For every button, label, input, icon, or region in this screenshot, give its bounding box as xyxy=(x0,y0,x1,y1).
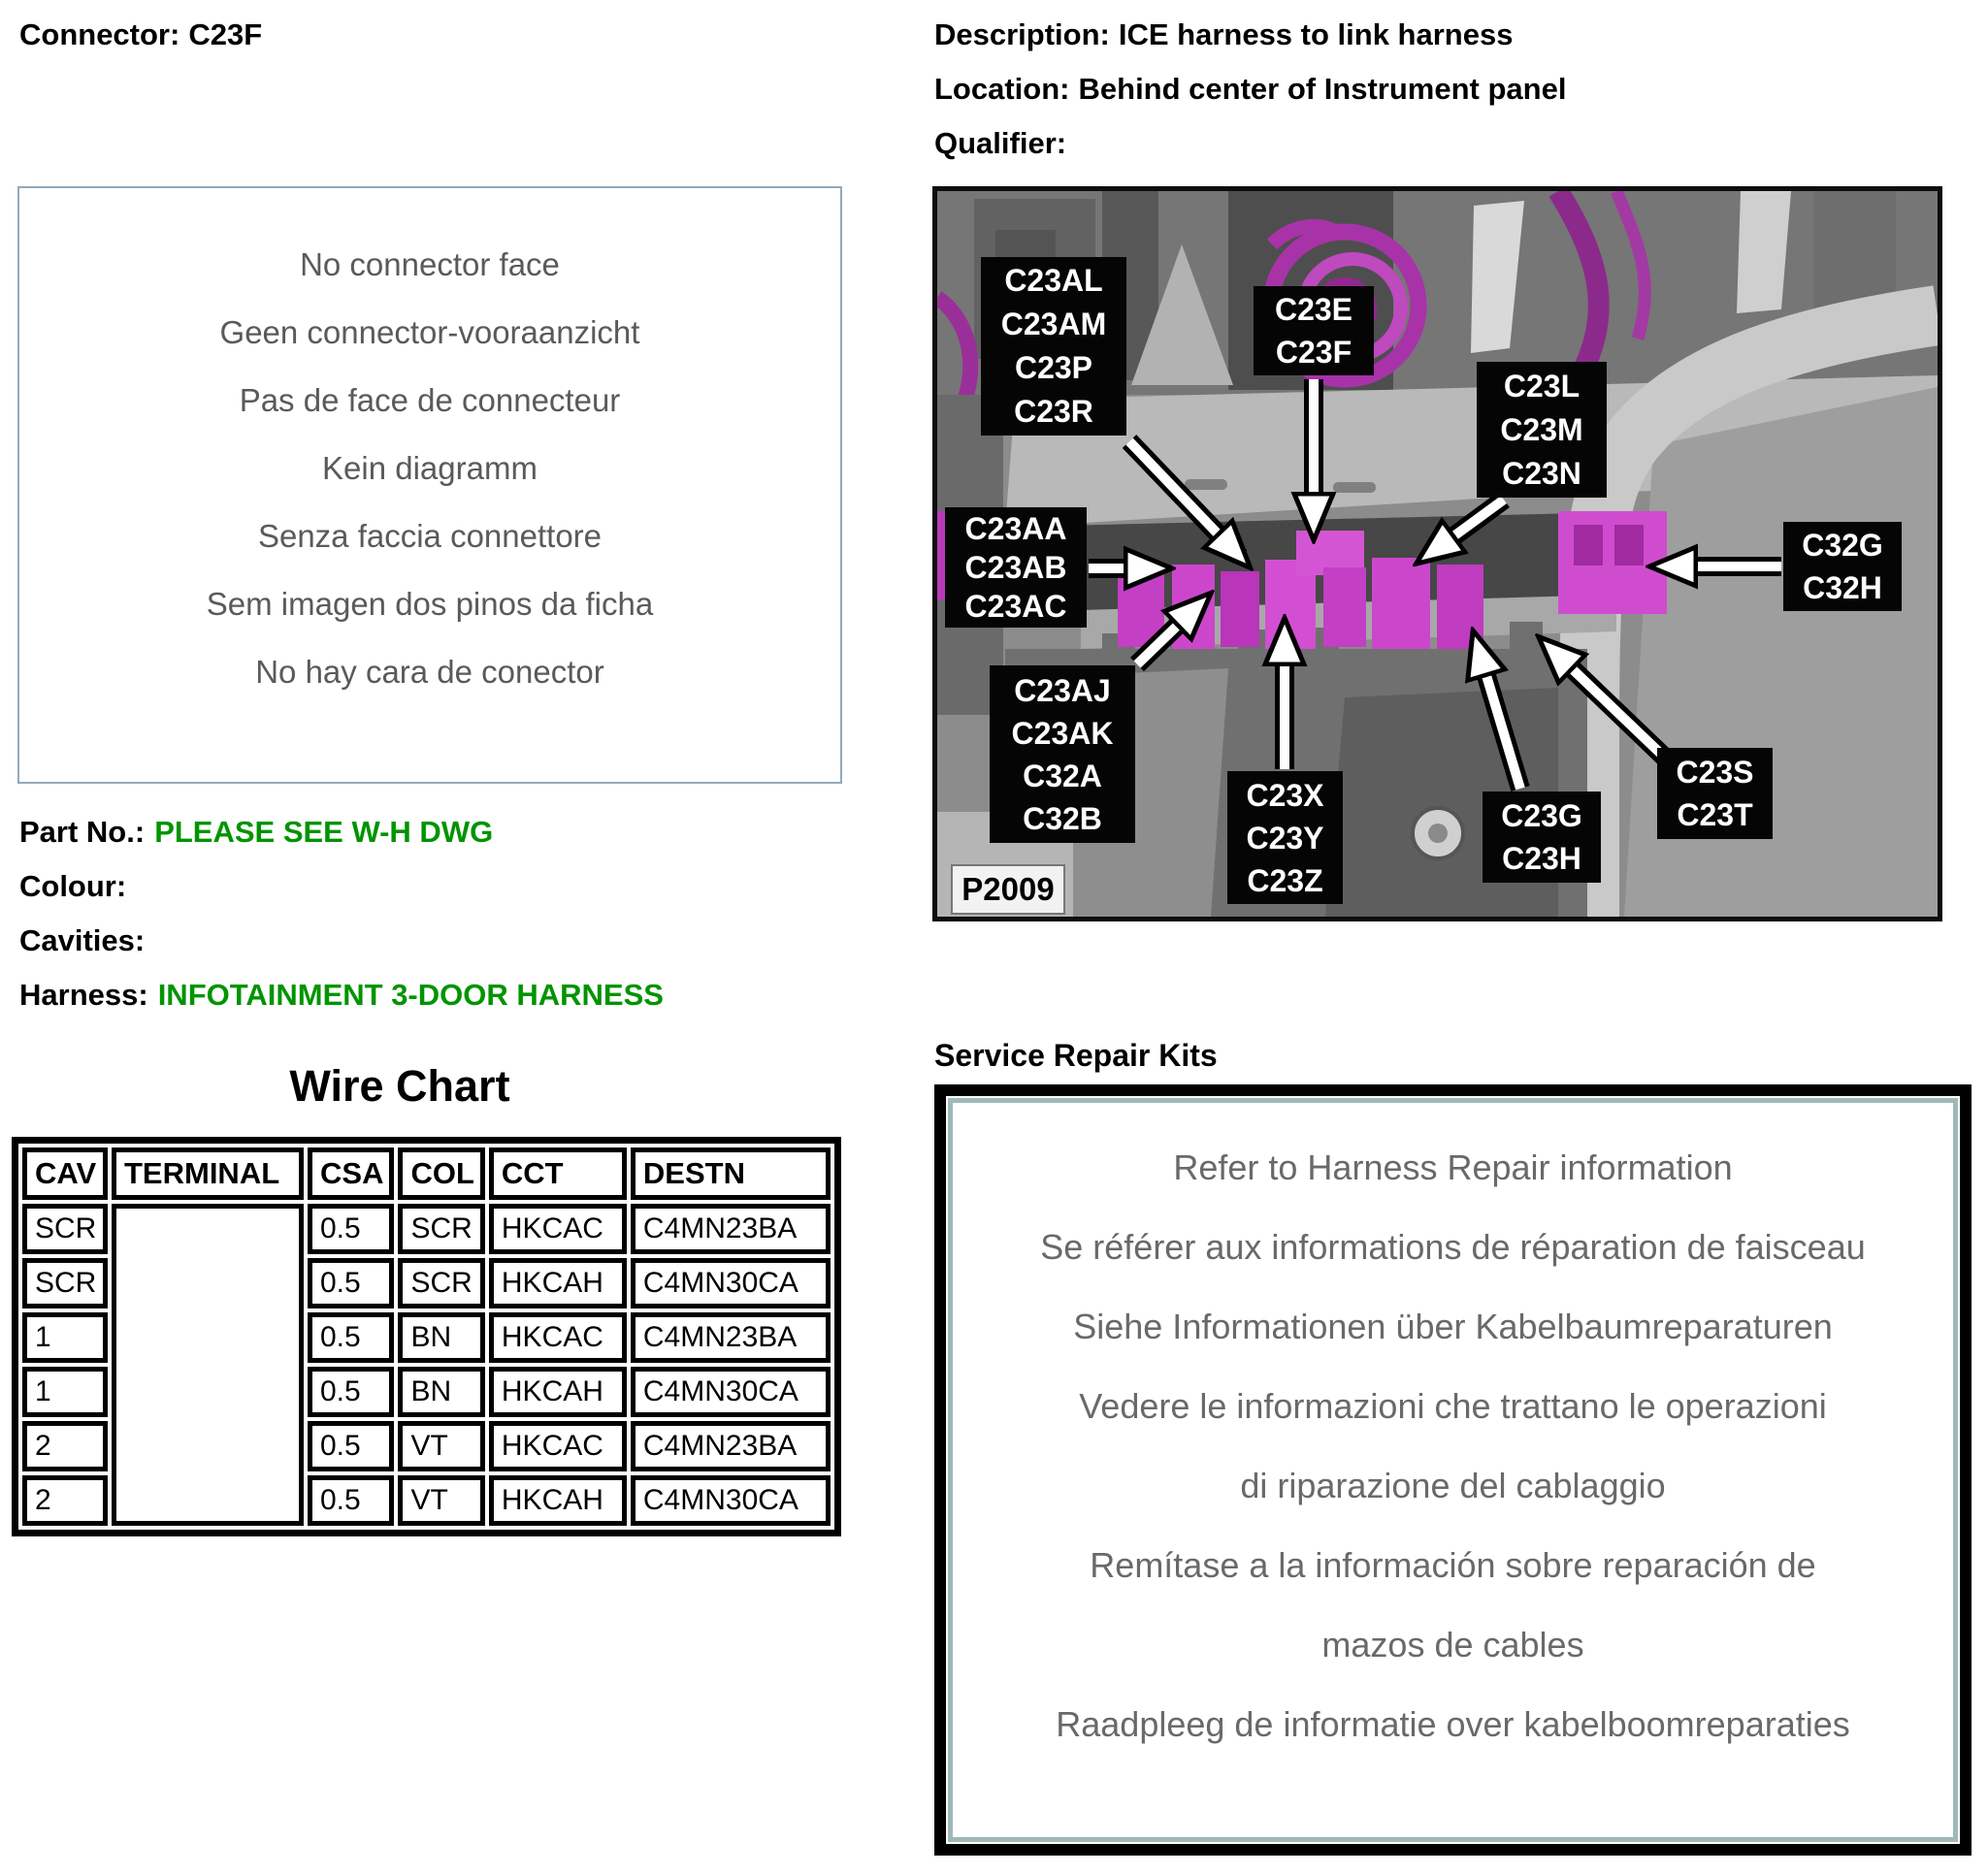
connector-label: Connector: xyxy=(19,17,180,51)
ncf-line-de: Kein diagramm xyxy=(322,450,538,486)
wire-cell-destn: C4MN23BA xyxy=(631,1312,831,1363)
service-line-fr: Se référer aux informations de réparation de faisceau xyxy=(1040,1227,1866,1267)
wire-cell-destn: C4MN30CA xyxy=(631,1475,831,1526)
wire-cell-col: BN xyxy=(398,1312,484,1363)
wire-cell-destn: C4MN30CA xyxy=(631,1367,831,1417)
wire-chart-table xyxy=(12,1137,841,1536)
connector-label-c23al-group: C23AL C23AM C23P C23R xyxy=(981,257,1126,436)
wire-cell-cct: HKCAH xyxy=(489,1258,627,1309)
wire-cell-terminal-merged xyxy=(112,1204,304,1526)
wire-cell-col: VT xyxy=(398,1475,484,1526)
cavities-line: Cavities: xyxy=(19,923,146,957)
harness-line: Harness: INFOTAINMENT 3-DOOR HARNESS xyxy=(19,978,664,1012)
wire-cell-destn: C4MN23BA xyxy=(631,1204,831,1254)
service-line-it1: Vedere le informazioni che trattano le operazioni xyxy=(1079,1386,1827,1426)
col-header-csa: CSA xyxy=(308,1147,394,1200)
col-header-cct: CCT xyxy=(489,1147,627,1200)
col-header-destn: DESTN xyxy=(631,1147,831,1200)
wire-cell-cct: HKCAC xyxy=(489,1204,627,1254)
wire-cell-csa: 0.5 xyxy=(308,1475,394,1526)
part-no-line: Part No.: PLEASE SEE W-H DWG xyxy=(19,815,494,849)
wire-cell-cav: 1 xyxy=(22,1312,108,1363)
wire-cell-col: SCR xyxy=(398,1258,484,1309)
wire-cell-cav: 1 xyxy=(22,1367,108,1417)
wire-cell-cav: 2 xyxy=(22,1475,108,1526)
wire-header-row xyxy=(22,1147,831,1200)
connector-label-c23s-c23t: C23S C23T xyxy=(1657,748,1773,839)
part-no-value: PLEASE SEE W-H DWG xyxy=(154,815,494,849)
wire-cell-destn: C4MN30CA xyxy=(631,1258,831,1309)
service-line-it2: di riparazione del cablaggio xyxy=(1240,1466,1666,1505)
wire-cell-cct: HKCAC xyxy=(489,1421,627,1471)
figure-code-tag: P2009 xyxy=(951,864,1065,915)
connector-label-c23aj-group: C23AJ C23AK C32A C32B xyxy=(990,665,1135,843)
connector-location-photo xyxy=(932,186,1942,921)
col-header-cav: CAV xyxy=(22,1147,108,1200)
wire-cell-cct: HKCAH xyxy=(489,1367,627,1417)
wire-chart-title: Wire Chart xyxy=(289,1061,510,1111)
page-title xyxy=(19,17,262,52)
wire-cell-csa: 0.5 xyxy=(308,1421,394,1471)
description-line: Description: ICE harness to link harness xyxy=(934,17,1514,51)
connector-label-c23e-c23f: C23E C23F xyxy=(1254,286,1374,375)
wire-cell-col: BN xyxy=(398,1367,484,1417)
location-line: Location: Behind center of Instrument panel xyxy=(934,72,1567,106)
wire-cell-cav: SCR xyxy=(22,1204,108,1254)
wire-cell-csa: 0.5 xyxy=(308,1367,394,1417)
wire-cell-destn: C4MN23BA xyxy=(631,1421,831,1471)
wire-cell-cct: HKCAH xyxy=(489,1475,627,1526)
no-connector-face-box xyxy=(17,186,842,784)
ncf-line-nl: Geen connector-vooraanzicht xyxy=(219,314,640,350)
wire-cell-cct: HKCAC xyxy=(489,1312,627,1363)
ncf-line-pt: Sem imagen dos pinos da ficha xyxy=(206,586,654,622)
col-header-terminal: TERMINAL xyxy=(112,1147,304,1200)
wire-cell-csa: 0.5 xyxy=(308,1312,394,1363)
connector-label-c23g-c23h: C23G C23H xyxy=(1483,792,1601,883)
service-line-de: Siehe Informationen über Kabelbaumreparaturen xyxy=(1073,1307,1833,1346)
colour-line: Colour: xyxy=(19,869,127,903)
ncf-line-en: No connector face xyxy=(300,246,560,282)
service-repair-kits-box xyxy=(934,1084,1972,1856)
service-repair-kits-heading: Service Repair Kits xyxy=(934,1038,1218,1073)
wire-cell-csa: 0.5 xyxy=(308,1204,394,1254)
connector-label-c23l-group: C23L C23M C23N xyxy=(1477,362,1607,498)
qualifier-line: Qualifier: xyxy=(934,126,1067,160)
service-line-es1: Remítase a la información sobre reparación de xyxy=(1090,1545,1816,1585)
service-line-es2: mazos de cables xyxy=(1321,1625,1584,1664)
col-header-col: COL xyxy=(398,1147,484,1200)
ncf-line-es: No hay cara de conector xyxy=(255,654,604,690)
wire-cell-csa: 0.5 xyxy=(308,1258,394,1309)
wire-cell-cav: SCR xyxy=(22,1258,108,1309)
connector-value: C23F xyxy=(188,17,263,51)
connector-label-c23x-group: C23X C23Y C23Z xyxy=(1227,771,1343,904)
wire-cell-col: VT xyxy=(398,1421,484,1471)
connector-label-c32g-c32h: C32G C32H xyxy=(1783,522,1902,611)
wire-cell-col: SCR xyxy=(398,1204,484,1254)
connector-label-c23aa-group: C23AA C23AB C23AC xyxy=(945,507,1087,628)
ncf-line-fr: Pas de face de connecteur xyxy=(239,382,621,418)
wire-row xyxy=(22,1204,831,1254)
service-line-en: Refer to Harness Repair information xyxy=(1173,1147,1733,1187)
wire-cell-cav: 2 xyxy=(22,1421,108,1471)
service-line-nl: Raadpleeg de informatie over kabelboomreparaties xyxy=(1056,1704,1850,1744)
harness-value: INFOTAINMENT 3-DOOR HARNESS xyxy=(157,978,664,1012)
ncf-line-it: Senza faccia connettore xyxy=(257,518,603,554)
